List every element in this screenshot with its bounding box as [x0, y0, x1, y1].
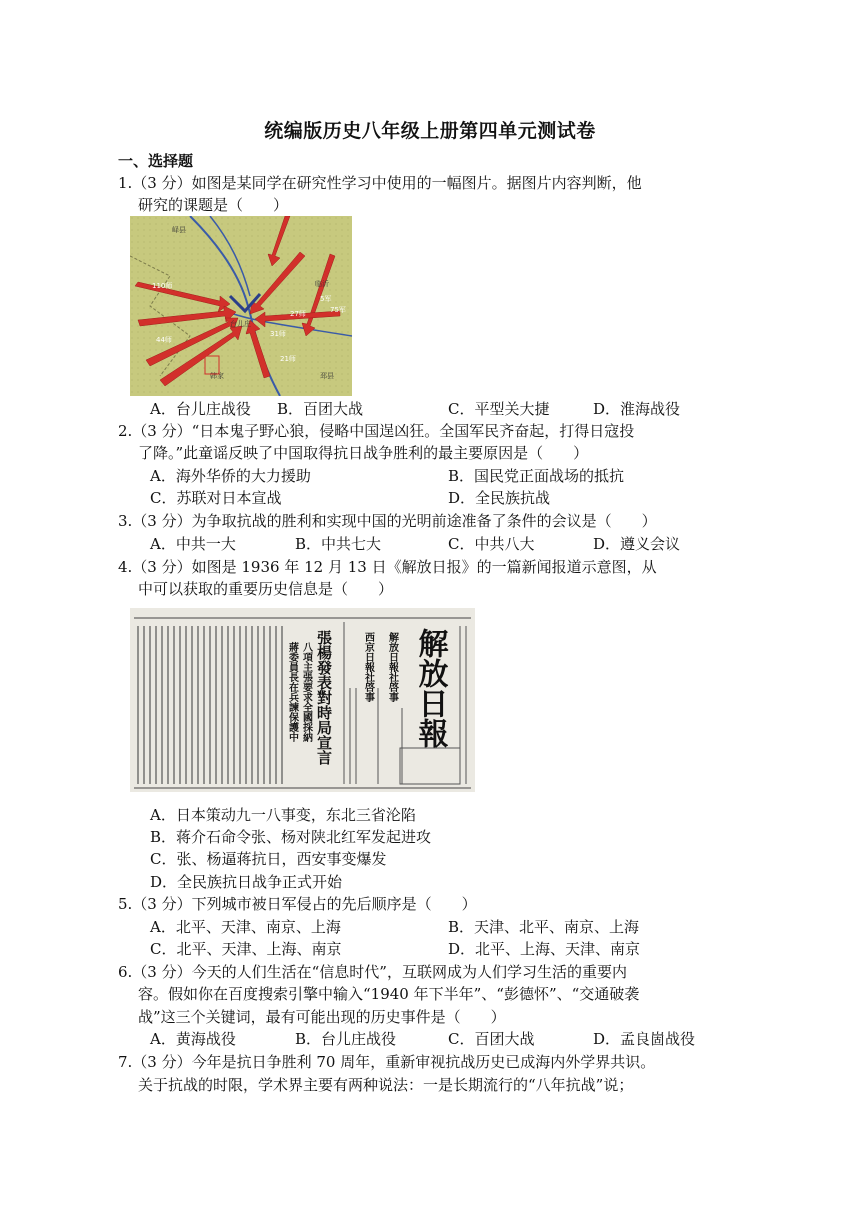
q5-stem-line1: 5.（3 分）下列城市被日军侵占的先后顺序是（ ）	[118, 895, 477, 913]
q2-stem-line2: 了降。”此童谣反映了中国取得抗日战争胜利的最主要原因是（ ）	[138, 444, 589, 462]
q4-stem-line2: 中可以获取的重要历史信息是（ ）	[138, 580, 394, 598]
map-label: 韩家	[210, 372, 224, 380]
q4-option-a[interactable]: A．日本策动九一八事变，东北三省沦陷	[150, 806, 416, 824]
q5-option-a[interactable]: A．北平、天津、南京、上海	[150, 918, 341, 936]
q4-option-c[interactable]: C．张、杨逼蒋抗日，西安事变爆发	[150, 850, 387, 868]
map-label: 110师	[152, 282, 173, 290]
newspaper-image	[130, 608, 475, 792]
q2-option-c[interactable]: C．苏联对日本宣战	[150, 489, 282, 507]
q2-option-d[interactable]: D．全民族抗战	[448, 489, 551, 507]
q1-option-c[interactable]: C．平型关大捷	[448, 400, 550, 418]
map-label: 邳县	[320, 372, 334, 380]
q7-stem-line1: 7.（3 分）今年是抗日争胜利 70 周年，重新审视抗战历史已成海内外学界共识。	[118, 1053, 656, 1071]
map-label: 27师	[290, 310, 306, 318]
q3-option-c[interactable]: C．中共八大	[448, 535, 535, 553]
q6-option-a[interactable]: A．黄海战役	[150, 1030, 236, 1048]
map-label: 21师	[280, 355, 296, 363]
q2-option-a[interactable]: A．海外华侨的大力援助	[150, 467, 311, 485]
newspaper-headline-3: 蔣委員長在兵諫保護中	[286, 642, 298, 742]
map-label: 44师	[156, 336, 172, 344]
q5-option-c[interactable]: C．北平、天津、上海、南京	[150, 940, 342, 958]
q6-stem-line2: 容。假如你在百度搜索引擎中输入“1940 年下半年”、“彭德怀”、“交通破袭	[138, 985, 640, 1003]
newspaper-column-2: 解放日報社啓事	[386, 632, 398, 702]
map-label: 临沂	[315, 280, 329, 288]
q5-option-b[interactable]: B．天津、北平、南京、上海	[448, 918, 640, 936]
q6-option-c[interactable]: C．百团大战	[448, 1030, 535, 1048]
q6-option-b[interactable]: B．台儿庄战役	[295, 1030, 397, 1048]
q5-option-d[interactable]: D．北平、上海、天津、南京	[448, 940, 641, 958]
q1-option-a[interactable]: A．台儿庄战役	[150, 400, 251, 418]
q1-option-b[interactable]: B．百团大战	[277, 400, 364, 418]
map-label: 台儿庄	[230, 320, 251, 328]
map-label: 75军	[330, 306, 346, 314]
q1-stem-line1: 1.（3 分）如图是某同学在研究性学习中使用的一幅图片。据图片内容判断，他	[118, 174, 642, 192]
q2-stem-line1: 2.（3 分）“日本鬼子野心狼，侵略中国逞凶狂。全国军民齐奋起，打得日寇投	[118, 422, 635, 440]
q3-stem-line1: 3.（3 分）为争取抗战的胜利和实现中国的光明前途准备了条件的会议是（ ）	[118, 512, 657, 530]
q6-stem-line3: 战”这三个关键词，最有可能出现的历史事件是（ ）	[138, 1008, 506, 1026]
q4-option-d[interactable]: D．全民族抗日战争正式开始	[150, 873, 343, 891]
q3-option-a[interactable]: A．中共一大	[150, 535, 236, 553]
newspaper-headline-1: 張楊發表對時局宣言	[315, 630, 333, 765]
newspaper-masthead: 解放日報	[412, 628, 448, 748]
newspaper-headline-2: 八項主張要求全國採納	[300, 642, 312, 742]
q3-option-d[interactable]: D．遵义会议	[593, 535, 681, 553]
q1-option-d[interactable]: D．淮海战役	[593, 400, 681, 418]
battle-map-image	[130, 216, 352, 396]
q1-stem-line2: 研究的课题是（ ）	[138, 196, 289, 214]
q4-stem-line1: 4.（3 分）如图是 1936 年 12 月 13 日《解放日报》的一篇新闻报道示意图，从	[118, 558, 657, 576]
q3-option-b[interactable]: B．中共七大	[295, 535, 382, 553]
newspaper-column: 西京日報社啓事	[362, 632, 374, 702]
page-title: 统编版历史八年级上册第四单元测试卷	[264, 120, 596, 142]
map-label: 31师	[270, 330, 286, 338]
q4-option-b[interactable]: B．蒋介石命令张、杨对陕北红军发起进攻	[150, 828, 432, 846]
map-label: 峄县	[172, 226, 186, 234]
q6-stem-line1: 6.（3 分）今天的人们生活在“信息时代”，互联网成为人们学习生活的重要内	[118, 963, 627, 981]
q2-option-b[interactable]: B．国民党正面战场的抵抗	[448, 467, 625, 485]
q7-stem-line2: 关于抗战的时限，学术界主要有两种说法：一是长期流行的“八年抗战”说；	[138, 1076, 634, 1094]
map-label: 5军	[320, 295, 332, 303]
section-heading: 一、选择题	[118, 152, 194, 170]
q6-option-d[interactable]: D．孟良崮战役	[593, 1030, 696, 1048]
